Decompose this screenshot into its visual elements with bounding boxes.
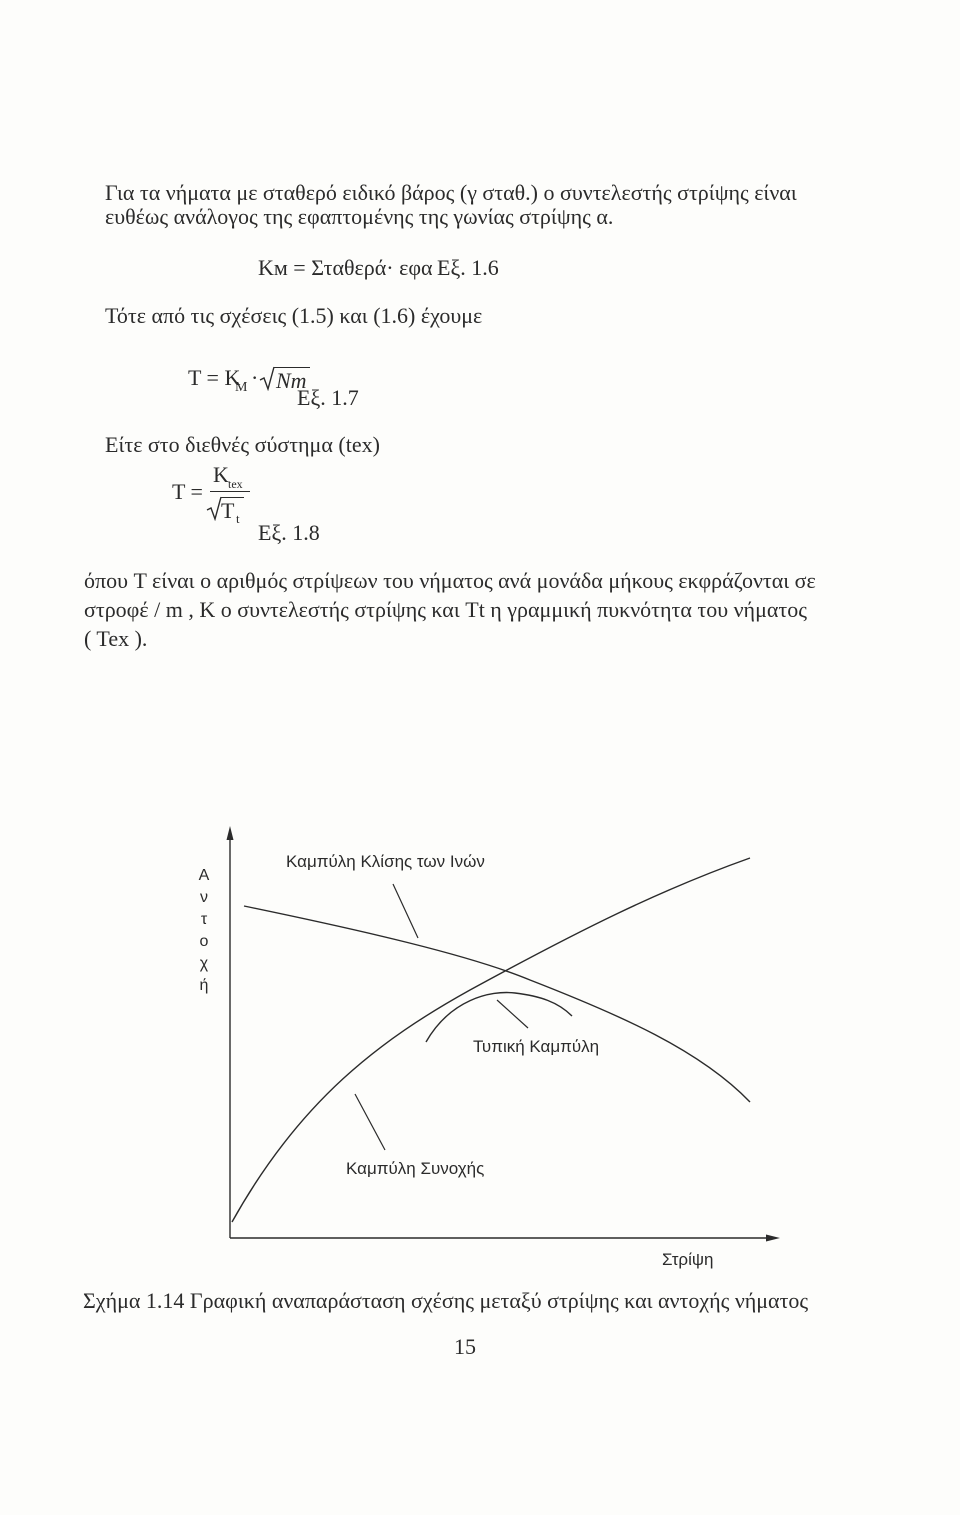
paragraph-4-line-1: όπου T είναι ο αριθμός στρίψεων του νήματος ανά μονάδα μήκους εκφράζονται σε <box>84 568 816 593</box>
y-axis-label-letter: χ <box>199 955 209 972</box>
slip-curve-leader <box>393 884 418 938</box>
equation-1-8-label: Εξ. 1.8 <box>258 520 320 545</box>
equation-1-6-label: Εξ. 1.6 <box>437 255 499 280</box>
paragraph-4-line-2: στροφέ / m , K ο συντελεστής στρίψης και Tt η γραμμική πυκνότητα του νήματος <box>84 597 807 622</box>
cohesion-curve-leader <box>355 1094 385 1150</box>
y-axis-label-letter: Α <box>198 867 210 884</box>
equation-1-7-subscript: M <box>235 380 248 395</box>
paragraph-1-line-1: Για τα νήματα με σταθερό ειδικό βάρος (γ σταθ.) ο συντελεστής στρίψης είναι <box>105 180 797 205</box>
y-axis-label-letter: ή <box>199 977 209 994</box>
equation-1-8-numerator-subscript: tex <box>228 477 243 491</box>
equation-1-7-label: Εξ. 1.7 <box>297 385 359 410</box>
equation-1-8-denominator: T <box>221 497 244 524</box>
paragraph-3: Είτε στο διεθνές σύστημα (tex) <box>105 432 380 457</box>
y-axis-label-letter: ο <box>199 933 209 950</box>
equation-1-6-formula: Kм = Σταθερά· εφα <box>258 255 433 280</box>
y-axis-label-letter: ν <box>200 889 208 906</box>
cohesion-curve-label: Καμπύλη Συνοχής <box>346 1159 485 1178</box>
paragraph-2: Τότε από τις σχέσεις (1.5) και (1.6) έχουμε <box>105 303 483 328</box>
fiber-slip-curve-label: Καμπύλη Κλίσης των Ινών <box>286 852 485 871</box>
paragraph-4-line-3: ( Tex ). <box>84 626 148 651</box>
paragraph-1-line-2: ευθέως ανάλογος της εφαπτομένης της γωνίας στρίψης α. <box>105 204 614 229</box>
y-axis-label <box>199 867 210 994</box>
x-axis-arrow-icon <box>766 1235 780 1242</box>
equation-1-7-dot: · <box>251 365 259 390</box>
equation-1-8-numerator: K <box>213 462 229 487</box>
equation-1-8-lhs: T = <box>172 479 203 504</box>
typical-curve <box>426 993 572 1042</box>
y-axis-label-letter: τ <box>200 911 208 928</box>
x-axis-label: Στρίψη <box>662 1250 714 1269</box>
y-axis-arrow-icon <box>227 826 234 840</box>
typical-curve-label: Τυπική Καμπύλη <box>473 1037 600 1056</box>
fiber-slip-curve <box>244 906 750 1102</box>
equation-1-8-denominator-subscript: t <box>236 511 240 526</box>
equation-1-7-lhs: T = K <box>188 365 241 390</box>
figure-caption: Σχήμα 1.14 Γραφική αναπαράσταση σχέσης μεταξύ στρίψης και αντοχής νήματος <box>83 1288 809 1313</box>
typical-curve-leader <box>497 1000 528 1028</box>
page-number: 15 <box>454 1334 476 1359</box>
equation-1-7-radicand: Nm <box>274 367 310 394</box>
